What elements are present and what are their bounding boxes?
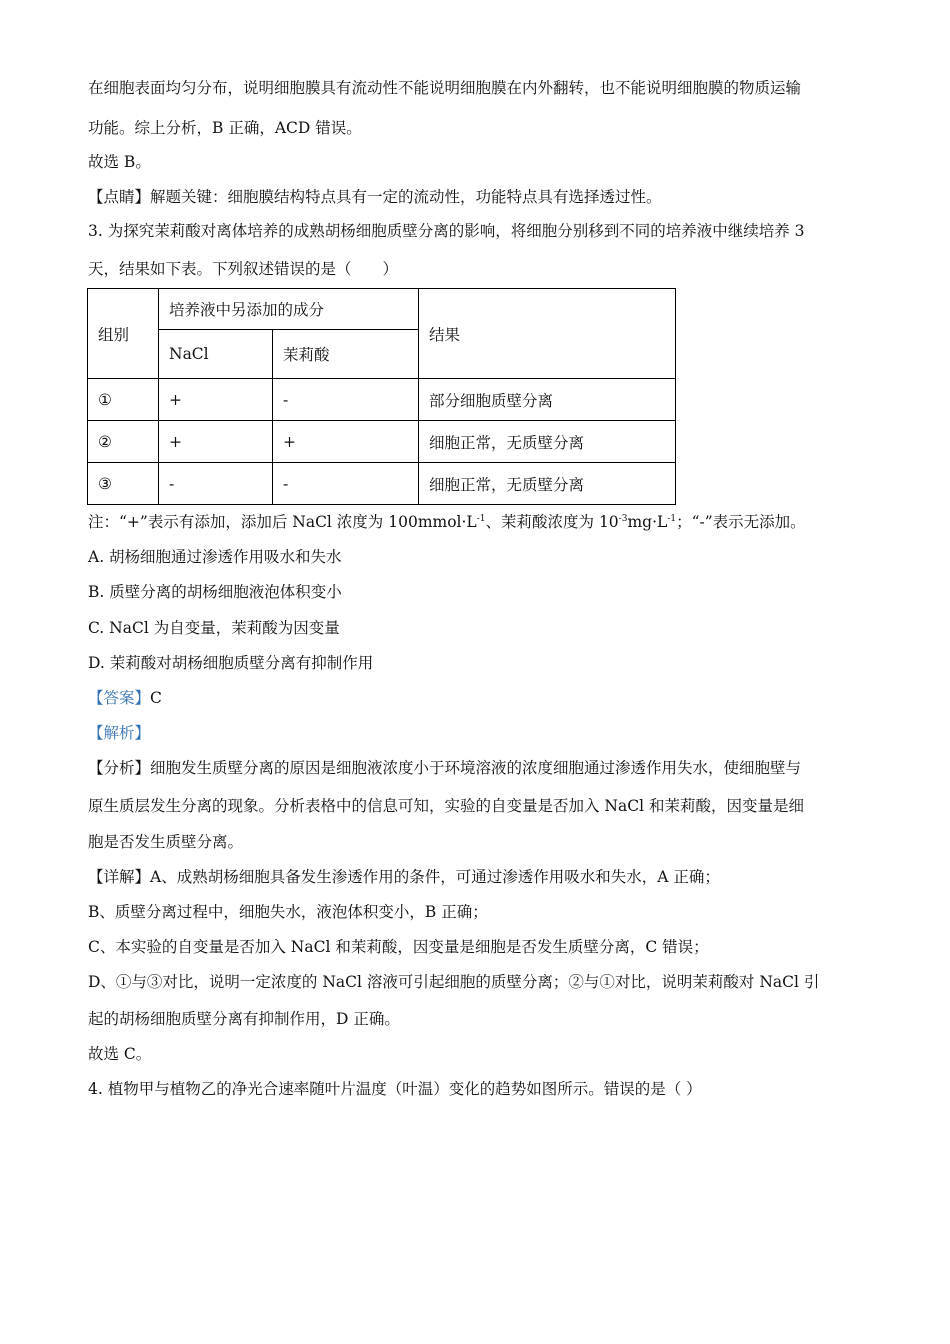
detail-line: 起的胡杨细胞质壁分离有抑制作用，D 正确。 [88,1010,400,1028]
cell-jasmonic: - [273,379,419,421]
question-3-stem: 3. 为探究茉莉酸对离体培养的成熟胡杨细胞质壁分离的影响，将细胞分别移到不同的培养液中继续培养 3 [88,222,805,240]
note-part: ；“-”表示无添加。 [676,513,806,531]
cell-group: ③ [88,463,159,505]
note-part: mg·L [627,513,668,531]
text-line: 故选 B。 [88,153,151,171]
results-table [87,288,676,505]
key-point: 【点睛】解题关键：细胞膜结构特点具有一定的流动性，功能特点具有选择透过性。 [88,188,662,206]
table-note [88,510,806,532]
analysis-line: 胞是否发生质壁分离。 [88,833,244,851]
option-d: D. 茉莉酸对胡杨细胞质壁分离有抑制作用 [88,654,374,672]
header-result: 结果 [419,289,676,379]
cell-result: 细胞正常，无质壁分离 [419,421,676,463]
detail-line: D、①与③对比，说明一定浓度的 NaCl 溶液可引起细胞的质壁分离；②与①对比，说明茉莉酸对 NaCl 引 [88,973,820,991]
header-jasmonic: 茉莉酸 [273,330,419,379]
cell-result: 细胞正常，无质壁分离 [419,463,676,505]
detail-line: 故选 C。 [88,1045,152,1063]
note-part: 、茉莉酸浓度为 10 [485,513,619,531]
cell-jasmonic: - [273,463,419,505]
option-b: B. 质壁分离的胡杨细胞液泡体积变小 [88,583,342,601]
analysis-line: 【分析】细胞发生质壁分离的原因是细胞液浓度小于环境溶液的浓度细胞通过渗透作用失水，使细胞壁与 [88,759,802,777]
question-3-stem-cont: 天，结果如下表。下列叙述错误的是（ ） [88,260,399,278]
text-line: 在细胞表面均匀分布，说明细胞膜具有流动性不能说明细胞膜在内外翻转，也不能说明细胞膜的物质运输 [88,79,802,97]
option-a: A. 胡杨细胞通过渗透作用吸水和失水 [88,548,342,566]
text-line: 功能。综上分析，B 正确，ACD 错误。 [88,119,362,137]
answer [88,686,162,708]
note-sup: -1 [667,513,677,524]
detail-line: 【详解】A、成熟胡杨细胞具备发生渗透作用的条件，可通过渗透作用吸水和失水，A 正确； [88,868,720,886]
cell-group: ② [88,421,159,463]
cell-group: ① [88,379,159,421]
question-4-stem: 4. 植物甲与植物乙的净光合速率随叶片温度（叶温）变化的趋势如图所示。错误的是（ ） [88,1080,702,1098]
option-c: C. NaCl 为自变量，茉莉酸为因变量 [88,619,340,637]
note-sup: -1 [476,513,486,524]
table-row [88,379,676,421]
note-sup: -3 [618,513,628,524]
answer-label: 【答案】 [88,689,151,707]
header-group: 组别 [88,289,159,379]
cell-nacl: + [159,379,273,421]
cell-result: 部分细胞质壁分离 [419,379,676,421]
detail-line: B、质壁分离过程中，细胞失水，液泡体积变小，B 正确； [88,903,488,921]
cell-nacl: - [159,463,273,505]
analysis-line: 原生质层发生分离的现象。分析表格中的信息可知，实验的自变量是否加入 NaCl 和茉莉酸，因变量是细 [88,797,804,815]
table-row [88,421,676,463]
header-nacl: NaCl [159,330,273,379]
answer-value: C [150,689,162,707]
table-row [88,463,676,505]
analysis-label: 【解析】 [88,724,151,742]
header-added: 培养液中另添加的成分 [159,289,419,330]
cell-jasmonic: + [273,421,419,463]
cell-nacl: + [159,421,273,463]
note-part: 注：“+”表示有添加，添加后 NaCl 浓度为 100mmol·L [88,513,477,531]
detail-line: C、本实验的自变量是否加入 NaCl 和茉莉酸，因变量是细胞是否发生质壁分离，C 错误； [88,938,709,956]
